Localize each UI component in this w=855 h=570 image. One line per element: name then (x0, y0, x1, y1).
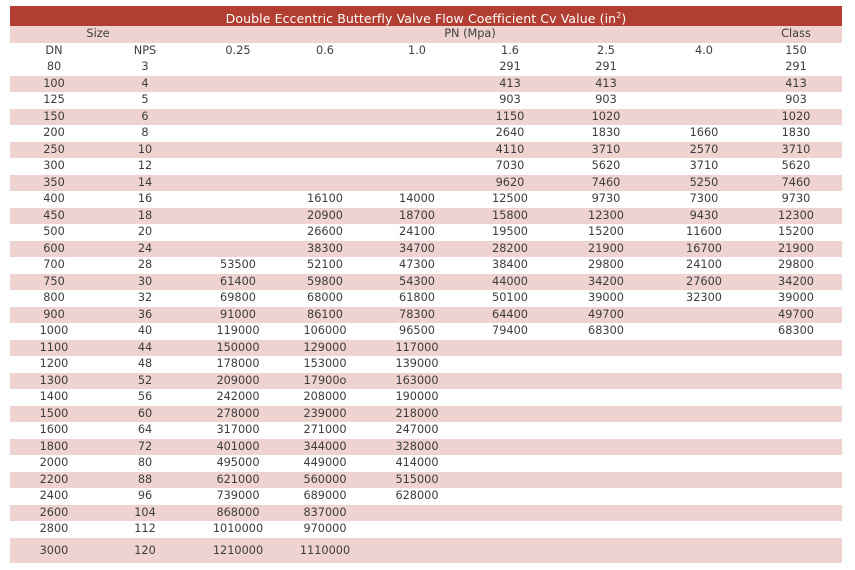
table-cell: 79400 (492, 324, 528, 337)
table-cell: 247000 (395, 423, 439, 436)
table-cell: 300 (43, 159, 65, 172)
table-cell: 400 (43, 192, 65, 205)
table-cell: 350 (43, 175, 65, 189)
table-cell: 24100 (686, 258, 722, 271)
table-cell: 750 (43, 274, 65, 288)
table-cell: 1600 (39, 423, 69, 436)
table-cell: 80 (137, 456, 153, 469)
size-group-header: Size (86, 27, 110, 40)
table-cell: 3710 (591, 142, 621, 156)
table-cell: 36 (137, 307, 153, 321)
table-cell: 1830 (781, 126, 811, 139)
table-cell: 7460 (781, 175, 811, 189)
table-cell: 49700 (588, 307, 624, 321)
table-cell: 47300 (399, 258, 435, 271)
table-cell: 24 (137, 241, 153, 255)
title-close: ) (621, 11, 627, 26)
table-cell: 34200 (588, 274, 624, 288)
table-cell: 120 (134, 543, 156, 557)
table-row (10, 422, 842, 439)
table-cell: 32300 (686, 291, 722, 304)
table-cell: 413 (595, 76, 617, 90)
table-cell: 495000 (216, 456, 260, 469)
table-row (10, 389, 842, 406)
table-cell: 44000 (492, 274, 528, 288)
table-cell: 12300 (588, 208, 624, 222)
title-superscript: 2 (616, 11, 622, 20)
table-cell: 104 (134, 505, 156, 519)
table-row (10, 340, 842, 357)
table-cell: 9730 (591, 192, 621, 205)
table-cell: 278000 (216, 406, 260, 420)
table-cell: 15200 (588, 225, 624, 238)
table-cell: 1100 (39, 340, 69, 354)
table-cell: 317000 (216, 423, 260, 436)
table-cell: 68300 (588, 324, 624, 337)
table-cell: 125 (43, 93, 65, 106)
table-cell: 800 (43, 291, 65, 304)
table-cell: 28 (137, 258, 153, 271)
table-cell: 900 (43, 307, 65, 321)
table-row (10, 488, 842, 505)
table-cell: 3 (141, 60, 149, 73)
table-cell: 96500 (399, 324, 435, 337)
column-header: 1.6 (501, 43, 519, 57)
table-cell: 1110000 (299, 543, 351, 557)
table-cell: 5620 (591, 159, 621, 172)
table-cell: 1660 (689, 126, 719, 139)
table-cell: 153000 (303, 357, 347, 370)
table-cell: 72 (137, 439, 153, 453)
table-cell: 49700 (778, 307, 814, 321)
table-row (10, 307, 842, 324)
table-cell: 1800 (39, 439, 69, 453)
pn-group-header: PN (Mpa) (444, 27, 496, 40)
table-cell: 903 (499, 93, 521, 106)
table-row (10, 109, 842, 126)
column-header: 0.25 (225, 43, 251, 57)
table-row (10, 439, 842, 456)
column-header-row (10, 43, 842, 60)
table-cell: 1010000 (212, 522, 264, 535)
table-title (10, 6, 842, 26)
table-cell: 54300 (399, 274, 435, 288)
table-cell: 16700 (686, 241, 722, 255)
table-cell: 2640 (495, 126, 525, 139)
table-cell: 328000 (395, 439, 439, 453)
table-cell: 2200 (39, 472, 69, 486)
table-cell: 3000 (39, 543, 69, 557)
table-cell: 413 (499, 76, 521, 90)
table-cell: 291 (595, 60, 617, 73)
table-cell: 9730 (781, 192, 811, 205)
table-cell: 86100 (307, 307, 343, 321)
table-cell: 119000 (216, 324, 260, 337)
table-cell: 450 (43, 208, 65, 222)
table-cell: 970000 (303, 522, 347, 535)
table-cell: 190000 (395, 390, 439, 403)
table-cell: 1500 (39, 406, 69, 420)
table-cell: 250 (43, 142, 65, 156)
table-cell: 50100 (492, 291, 528, 304)
table-row (10, 224, 842, 241)
table-cell: 5 (141, 93, 149, 106)
table-cell: 239000 (303, 406, 347, 420)
table-row (10, 323, 842, 340)
table-cell: 78300 (399, 307, 435, 321)
table-cell: 200 (43, 126, 65, 139)
table-cell: 2400 (39, 489, 69, 502)
table-cell: 9620 (495, 175, 525, 189)
table-cell: 28200 (492, 241, 528, 255)
table-row (10, 274, 842, 291)
table-cell: 218000 (395, 406, 439, 420)
table-row (10, 175, 842, 192)
table-row (10, 241, 842, 258)
table-cell: 56 (137, 390, 153, 403)
table-cell: 14 (137, 175, 153, 189)
table-cell: 1020 (591, 109, 621, 123)
table-cell: 291 (499, 60, 521, 73)
table-row (10, 208, 842, 225)
table-cell: 64400 (492, 307, 528, 321)
table-cell: 7460 (591, 175, 621, 189)
table-cell: 52 (137, 373, 153, 387)
table-cell: 1300 (39, 373, 69, 387)
table-row (10, 257, 842, 274)
table-cell: 38300 (307, 241, 343, 255)
table-cell: 2600 (39, 505, 69, 519)
table-cell: 53500 (220, 258, 256, 271)
table-cell: 163000 (395, 373, 439, 387)
table-cell: 100 (43, 76, 65, 90)
table-cell: 739000 (216, 489, 260, 502)
table-cell: 413 (785, 76, 807, 90)
table-cell: 628000 (395, 489, 439, 502)
table-cell: 64 (137, 423, 153, 436)
table-cell: 208000 (303, 390, 347, 403)
table-cell: 401000 (216, 439, 260, 453)
table-cell: 2800 (39, 522, 69, 535)
table-cell: 1200 (39, 357, 69, 370)
table-row (10, 521, 842, 538)
table-cell: 9430 (689, 208, 719, 222)
table-cell: 21900 (588, 241, 624, 255)
table-cell: 29800 (588, 258, 624, 271)
title-text: Double Eccentric Butterfly Valve Flow Coefficient Cv Value (in (225, 11, 617, 26)
table-cell: 29800 (778, 258, 814, 271)
table-cell: 15200 (778, 225, 814, 238)
table-row (10, 290, 842, 307)
table-row (10, 455, 842, 472)
table-cell: 20 (137, 225, 153, 238)
group-header-row (10, 26, 842, 43)
column-header: DN (45, 43, 63, 57)
column-header: 2.5 (597, 43, 615, 57)
table-cell: 903 (785, 93, 807, 106)
table-cell: 4110 (495, 142, 525, 156)
table-cell: 3710 (689, 159, 719, 172)
table-cell: 88 (137, 472, 153, 486)
table-cell: 7030 (495, 159, 525, 172)
table-cell: 16 (137, 192, 153, 205)
table-cell: 600 (43, 241, 65, 255)
table-cell: 68000 (307, 291, 343, 304)
table-cell: 106000 (303, 324, 347, 337)
table-cell: 560000 (303, 472, 347, 486)
table-cell: 68300 (778, 324, 814, 337)
table-cell: 61800 (399, 291, 435, 304)
table-row (10, 142, 842, 159)
table-cell: 11600 (686, 225, 722, 238)
table-cell: 150000 (216, 340, 260, 354)
column-header: 150 (785, 43, 807, 57)
table-cell: 868000 (216, 505, 260, 519)
table-cell: 117000 (395, 340, 439, 354)
table-row (10, 538, 842, 563)
table-row (10, 472, 842, 489)
table-cell: 3710 (781, 142, 811, 156)
table-cell: 7300 (689, 192, 719, 205)
table-row (10, 92, 842, 109)
column-header: 4.0 (695, 43, 713, 57)
table-cell: 1020 (781, 109, 811, 123)
table-cell: 2000 (39, 456, 69, 469)
table-cell: 17900o (303, 373, 347, 387)
table-row (10, 373, 842, 390)
table-cell: 209000 (216, 373, 260, 387)
table-row (10, 191, 842, 208)
table-cell: 5620 (781, 159, 811, 172)
table-cell: 59800 (307, 274, 343, 288)
table-cell: 15800 (492, 208, 528, 222)
table-row (10, 356, 842, 373)
table-cell: 8 (141, 126, 149, 139)
table-cell: 18 (137, 208, 153, 222)
table-cell: 344000 (303, 439, 347, 453)
table-cell: 500 (43, 225, 65, 238)
table-cell: 44 (137, 340, 153, 354)
table-cell: 69800 (220, 291, 256, 304)
table-cell: 10 (137, 142, 153, 156)
table-cell: 96 (137, 489, 153, 502)
table-cell: 12 (137, 159, 153, 172)
table-cell: 19500 (492, 225, 528, 238)
table-cell: 4 (141, 76, 149, 90)
table-cell: 139000 (395, 357, 439, 370)
table-cell: 18700 (399, 208, 435, 222)
table-cell: 12500 (492, 192, 528, 205)
table-cell: 32 (137, 291, 153, 304)
table-cell: 20900 (307, 208, 343, 222)
table-cell: 24100 (399, 225, 435, 238)
table-cell: 26600 (307, 225, 343, 238)
table-cell: 6 (141, 109, 149, 123)
class-group-header: Class (781, 27, 811, 40)
table-cell: 689000 (303, 489, 347, 502)
table-cell: 903 (595, 93, 617, 106)
cv-table (10, 6, 842, 563)
table-cell: 38400 (492, 258, 528, 271)
table-cell: 449000 (303, 456, 347, 469)
table-cell: 5250 (689, 175, 719, 189)
table-body (10, 59, 842, 563)
table-cell: 621000 (216, 472, 260, 486)
table-cell: 34700 (399, 241, 435, 255)
table-cell: 1830 (591, 126, 621, 139)
table-row (10, 505, 842, 522)
table-cell: 61400 (220, 274, 256, 288)
table-cell: 112 (134, 522, 156, 535)
table-cell: 40 (137, 324, 153, 337)
table-cell: 52100 (307, 258, 343, 271)
table-row (10, 76, 842, 93)
table-cell: 14000 (399, 192, 435, 205)
table-cell: 414000 (395, 456, 439, 469)
column-header: 1.0 (408, 43, 426, 57)
table-cell: 91000 (220, 307, 256, 321)
table-cell: 178000 (216, 357, 260, 370)
column-header: 0.6 (316, 43, 334, 57)
table-cell: 39000 (588, 291, 624, 304)
table-cell: 80 (46, 60, 62, 73)
table-row (10, 406, 842, 423)
table-cell: 48 (137, 357, 153, 370)
table-row (10, 125, 842, 142)
table-cell: 515000 (395, 472, 439, 486)
table-cell: 1400 (39, 390, 69, 403)
table-cell: 34200 (778, 274, 814, 288)
table-cell: 60 (137, 406, 153, 420)
table-cell: 30 (137, 274, 153, 288)
table-cell: 21900 (778, 241, 814, 255)
table-cell: 2570 (689, 142, 719, 156)
table-cell: 1210000 (212, 543, 264, 557)
table-cell: 700 (43, 258, 65, 271)
table-cell: 16100 (307, 192, 343, 205)
table-cell: 837000 (303, 505, 347, 519)
table-cell: 291 (785, 60, 807, 73)
table-cell: 1150 (495, 109, 525, 123)
table-cell: 271000 (303, 423, 347, 436)
table-row (10, 59, 842, 76)
table-cell: 1000 (39, 324, 69, 337)
table-cell: 129000 (303, 340, 347, 354)
table-cell: 39000 (778, 291, 814, 304)
table-cell: 27600 (686, 274, 722, 288)
table-cell: 242000 (216, 390, 260, 403)
table-row (10, 158, 842, 175)
column-header: NPS (133, 43, 157, 57)
table-cell: 12300 (778, 208, 814, 222)
table-cell: 150 (43, 109, 65, 123)
